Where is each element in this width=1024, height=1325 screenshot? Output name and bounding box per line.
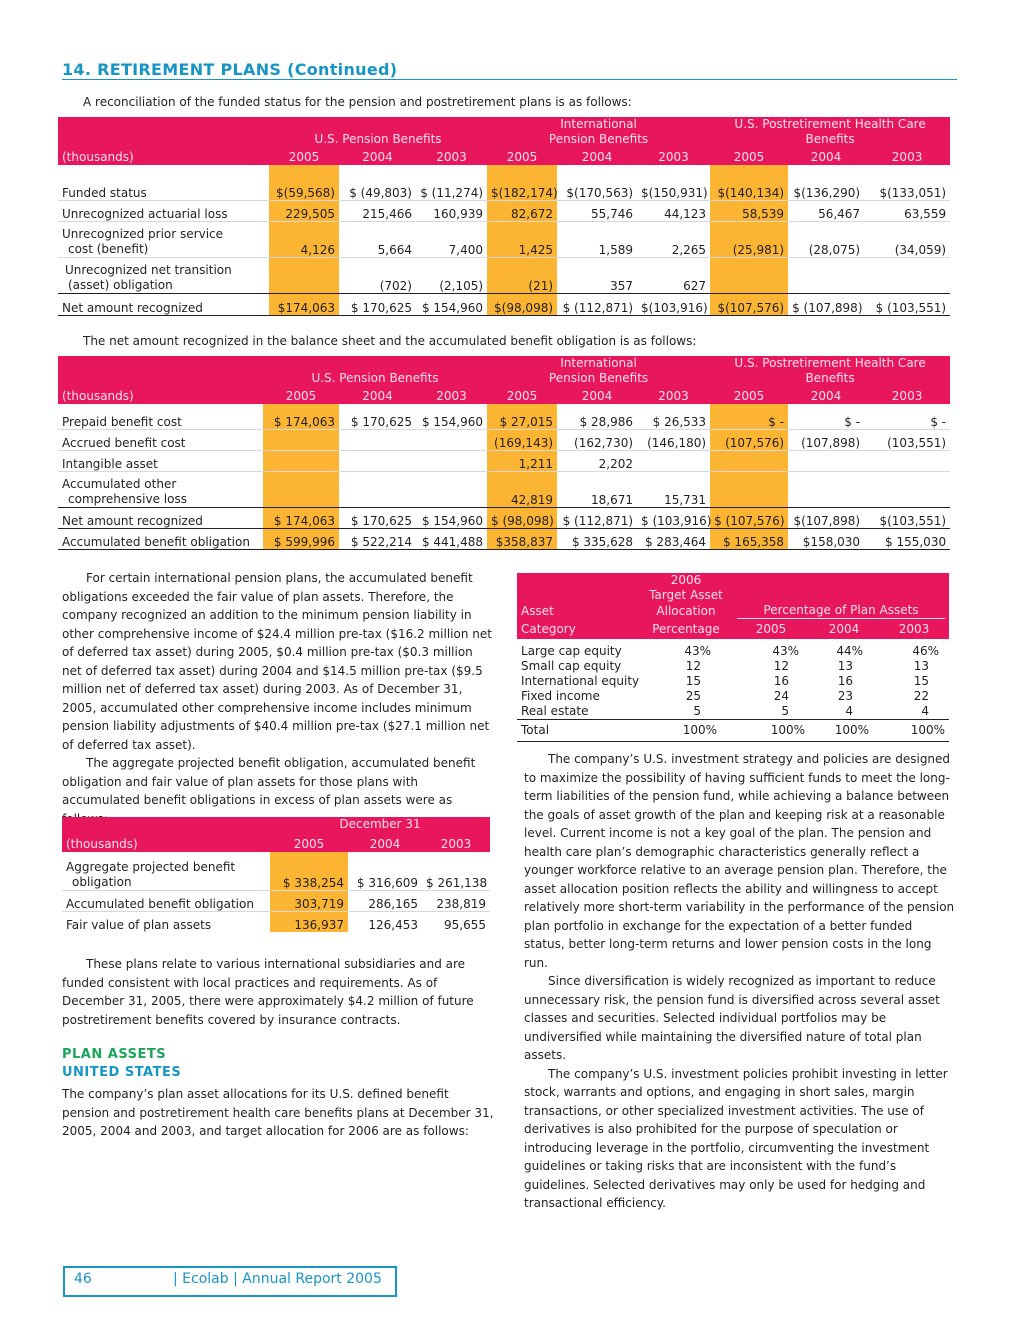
asset-allocation-table: 2006 Target Asset Asset Allocation Percentage of Plan Assets Category Percentage 2005 2004 2003 Large cap equity 43% 43% 44% 46% Small cap equity 12 12 13 13 International equity 15 16 16 15 Fixed income 25 24 23 22 Real estate 5 5 4 4 Total 100% 100% 100% 100% — [517, 573, 949, 742]
plan-assets-heading: PLAN ASSETS — [62, 1047, 167, 1062]
year-header: 2004 — [788, 386, 864, 404]
intl-header-line2: Pension Benefits — [487, 132, 710, 147]
year-header: 2005 — [269, 147, 339, 165]
footer-title: | Ecolab | Annual Report 2005 — [173, 1271, 382, 1287]
unit-label: (thousands) — [58, 147, 269, 165]
section-rule — [62, 79, 957, 80]
table-row: Accumulated benefit obligation $ 599,996 $ 522,214 $ 441,488 $358,837 $ 335,628 $ 283,464 $ 165,358 $158,030 $ 155,030 — [58, 528, 950, 549]
post-header-line2: Benefits — [710, 371, 950, 386]
funded-status-table — [58, 117, 950, 316]
unit-label: (thousands) — [62, 832, 270, 852]
year-header: 2003 — [637, 147, 710, 165]
table-row: Funded status $(59,568) $ (49,803) $ (11,274) $(182,174) $(170,563) $(150,931) $(140,134) $(136,290) $(133,051) — [58, 179, 950, 200]
year-header: 2003 — [416, 386, 487, 404]
table-row: Real estate 5 5 4 4 — [517, 704, 949, 720]
year-header: 2004 — [339, 386, 416, 404]
table-row: Unrecognized net transition (asset) obligation (702) (2,105) (21) 357 627 — [58, 257, 950, 293]
year-header: 2005 — [487, 147, 557, 165]
table-row: Aggregate projected benefit obligation $ 338,254 $ 316,609 $ 261,138 — [62, 856, 490, 890]
table-row: Total 100% 100% 100% 100% — [517, 720, 949, 742]
table-row: Prepaid benefit cost $ 174,063 $ 170,625 $ 154,960 $ 27,015 $ 28,986 $ 26,533 $ - $ - $ - — [58, 408, 950, 429]
intl-header-line1: International — [487, 117, 710, 132]
paragraph: The company’s U.S. investment strategy and policies are designed to maximize the possibility of having sufficient funds to meet the long-term liabilities of the pension fund, while achieving a balance between the goals of asset growth of the plan and keeping risk at a reasonable level. Current income is not a key goal of the plan. The pension and health care plan’s demographic characteristics generally reflect a younger workforce relative to an average pension plan. Therefore, the asset allocation position reflects the ability and willingness to accept relatively more short-term variability in the performance of the pension plan portfolio in exchange for the expectation of a better funded status, better long-term returns and lower pension costs in the long run. — [524, 752, 955, 970]
table1-intro: A reconciliation of the funded status for the pension and postretirement plans is as follows: — [83, 95, 632, 109]
year-header: 2005 — [710, 386, 788, 404]
year-header: 2005 — [710, 147, 788, 165]
post-header-line2: Benefits — [710, 132, 950, 147]
intl-header-line2: Pension Benefits — [487, 371, 710, 386]
post-header-line1: U.S. Postretirement Health Care — [710, 356, 950, 371]
paragraph: The aggregate projected benefit obligation, accumulated benefit obligation and fair value of plan assets for those plans with accumulated benefit obligations in excess of plan assets were as — [62, 756, 476, 807]
us-pension-header: U.S. Pension Benefits — [269, 132, 487, 147]
table2-intro: The net amount recognized in the balance sheet and the accumulated benefit obligation is as follows: — [83, 334, 697, 348]
year-header: 2004 — [557, 386, 637, 404]
year-header: 2004 — [339, 147, 416, 165]
table-row: Intangible asset 1,211 2,202 — [58, 450, 950, 471]
december-header: December 31 — [270, 817, 490, 832]
table-row: International equity 15 16 16 15 — [521, 674, 929, 688]
left-text-block-1 — [62, 569, 494, 828]
year-header: 2003 — [637, 386, 710, 404]
paragraph: For certain international pension plans, the accumulated benefit obligations exceeded the fair value of plan assets. Therefore, the company recognized an addition to the minimum pension liability in other comprehensive income of $24.4 million pre-tax ($16.2 million net of deferred tax asset) during 2005, $0.4 million pre-tax ($0.3 million net of deferred tax asset) during 2004 and $14.5 million pre-tax ($9.5 million net of deferred tax asset) during 2003. As of December 31, 2005, accumulated other comprehensive income includes minimum pension liability adjustments of $40.4 million pre-tax ($27.1 million net of deferred tax asset). — [62, 571, 492, 752]
intl-header-line1: International — [487, 356, 710, 371]
united-states-heading: UNITED STATES — [62, 1065, 182, 1080]
year-header: 2003 — [864, 386, 950, 404]
paragraph: The company’s U.S. investment policies prohibit investing in letter stock, warrants and options, and engaging in short sales, margin transactions, or other specialized investment activities. The use of derivatives is also prohibited for the purpose of speculation or introducing leverage in the portfolio, circumventing the investment guidelines or taking risks that are inconsistent with the fund’s guidelines. Selected derivatives may only be used for hedging and transactional efficiency. — [524, 1066, 948, 1210]
year-header: 2003 — [416, 147, 487, 165]
table-row: Small cap equity 12 12 13 13 — [521, 659, 929, 673]
balance-sheet-table — [58, 356, 950, 550]
right-text-block — [524, 750, 956, 1213]
year-header: 2004 — [557, 147, 637, 165]
year-header: 2005 — [270, 832, 348, 852]
year-header: 2004 — [788, 147, 864, 165]
table-row: Accumulated other comprehensive loss 42,819 18,671 15,731 — [58, 471, 950, 507]
year-header: 2003 — [422, 832, 490, 852]
page-number: 46 — [74, 1271, 92, 1287]
table-row: Unrecognized prior service cost (benefit) 4,126 5,664 7,400 1,425 1,589 2,265 (25,981) (28,075) (34,059) — [58, 221, 950, 257]
left-text-block-2 — [62, 955, 494, 1029]
year-header: 2005 — [487, 386, 557, 404]
section-title: 14. RETIREMENT PLANS (Continued) — [62, 60, 398, 79]
aggregate-obligation-table — [62, 817, 490, 932]
paragraph: Since diversification is widely recognized as important to reduce unnecessary risk, the pension fund is diversified across several asset classes and securities. Selected individual portfolios may be undiversified while maintaining the diversified nature of total plan assets. — [524, 974, 940, 1062]
table-row: Fixed income 25 24 23 22 — [521, 689, 929, 703]
table-row: Accumulated benefit obligation 303,719 286,165 238,819 — [62, 890, 490, 911]
unit-label: (thousands) — [58, 386, 263, 404]
post-header-line1: U.S. Postretirement Health Care — [710, 117, 950, 132]
table-row: Fair value of plan assets 136,937 126,453 95,655 — [62, 911, 490, 932]
table-row: Unrecognized actuarial loss 229,505 215,466 160,939 82,672 55,746 44,123 58,539 56,467 63,559 — [58, 200, 950, 221]
year-header: 2003 — [864, 147, 950, 165]
paragraph: These plans relate to various international subsidiaries and are funded consistent with local practices and requirements. As of December 31, 2005, there were approximately $4.2 million of future postretirement benefits covered by insurance contracts. — [62, 957, 474, 1027]
table-row: Large cap equity 43% 43% 44% 46% — [521, 644, 939, 658]
year-header: 2004 — [348, 832, 422, 852]
paragraph: The company’s plan asset allocations for its U.S. defined benefit pension and postretirement health care benefits plans at December 31, 2005, 2004 and 2003, and target allocation for 2006 are as follows: — [62, 1087, 494, 1138]
left-text-block-3 — [62, 1085, 494, 1141]
table-row: Net amount recognized $174,063 $ 170,625 $ 154,960 $(98,098) $ (112,871) $(103,916) $(107,576) $ (107,898) $ (103,551) — [58, 293, 950, 315]
table-row: Accrued benefit cost (169,143) (162,730) (146,180) (107,576) (107,898) (103,551) — [58, 429, 950, 450]
year-header: 2005 — [263, 386, 339, 404]
us-pension-header: U.S. Pension Benefits — [263, 371, 487, 386]
table-row: Net amount recognized $ 174,063 $ 170,625 $ 154,960 $ (98,098) $ (112,871) $ (103,916) $ (107,576) $(107,898) $(103,551) — [58, 507, 950, 528]
